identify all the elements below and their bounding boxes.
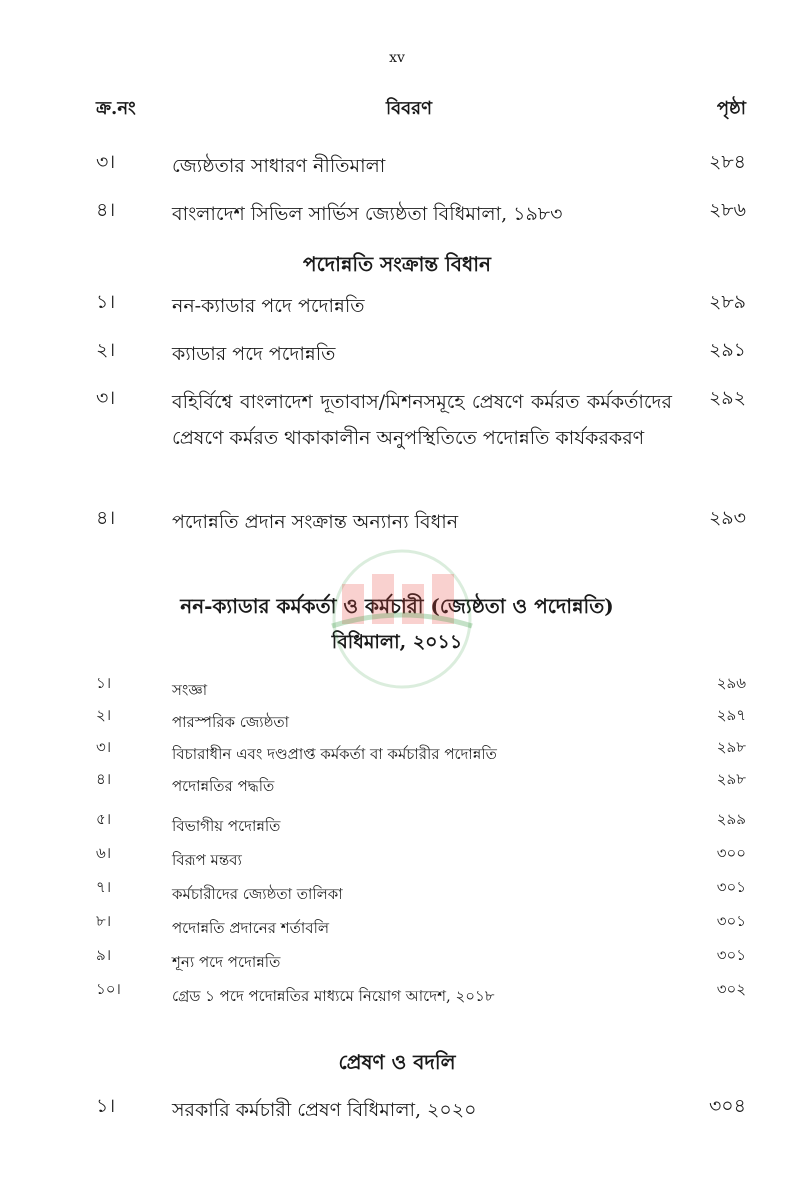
row-page: ৩০১	[716, 878, 746, 896]
row-text: পদোন্নতি প্রদান সংক্রান্ত অন্যান্য বিধান	[172, 511, 459, 533]
section-heading-deputation: প্রেষণ ও বদলি	[338, 1050, 456, 1074]
row-serial: ৯।	[96, 946, 112, 964]
row-page: ৩০০	[716, 844, 746, 862]
row-page: ৩০১	[716, 946, 746, 964]
row-page: ২৮৬	[708, 199, 746, 221]
header-page: পৃষ্ঠা	[716, 98, 746, 119]
row-text: বাংলাদেশ সিভিল সার্ভিস জ্যেষ্ঠতা বিধিমালা, ১৯৮৩	[172, 203, 563, 225]
row-text: বিভাগীয় পদোন্নতি	[172, 817, 281, 835]
row-serial: ৪।	[96, 507, 116, 529]
row-page: ২৮৪	[708, 151, 746, 173]
header-description: বিবরণ	[386, 98, 432, 119]
row-page: ৩০৪	[708, 1095, 746, 1117]
row-text: বহির্বিশ্বে বাংলাদেশ দূতাবাস/মিশনসমূহে প্রেষণে কর্মরত কর্মকর্তাদের প্রেষণে কর্মরত থাকাকালীন অনুপস্থিতিতে পদোন্নতি কার্যকরকরণ	[172, 391, 672, 449]
row-serial: ২।	[96, 706, 112, 724]
row-page: ২৯৩	[708, 507, 746, 529]
row-serial: ৪।	[96, 199, 116, 221]
row-serial: ৪।	[96, 770, 112, 788]
row-text: বিচারাধীন এবং দণ্ডপ্রাপ্ত কর্মকর্তা বা কর্মচারীর পদোন্নতি	[172, 745, 497, 763]
row-text: ক্যাডার পদে পদোন্নতি	[172, 343, 336, 365]
row-page: ২৮৯	[708, 291, 746, 313]
row-serial: ৩।	[96, 387, 116, 409]
row-text: শূন্য পদে পদোন্নতি	[172, 953, 281, 971]
row-text: পারস্পরিক জ্যেষ্ঠতা	[172, 713, 290, 731]
row-page: ২৯৭	[716, 706, 746, 724]
row-page: ২৯৮	[716, 770, 746, 788]
row-text: পদোন্নতি প্রদানের শর্তাবলি	[172, 919, 330, 937]
row-text: নন-ক্যাডার পদে পদোন্নতি	[172, 295, 365, 317]
row-page: ৩০১	[716, 912, 746, 930]
row-serial: ৩।	[96, 151, 116, 173]
row-page: ২৯১	[708, 339, 746, 361]
row-text: জ্যেষ্ঠতার সাধারণ নীতিমালা	[172, 155, 386, 177]
row-text: সংজ্ঞা	[172, 681, 208, 699]
row-serial: ৫।	[96, 810, 112, 828]
section-heading-noncadre: নন-ক্যাডার কর্মকর্তা ও কর্মচারী (জ্যেষ্ঠতা ও পদোন্নতি)	[180, 594, 614, 618]
row-page: ২৯৬	[716, 674, 746, 692]
row-text: সরকারি কর্মচারী প্রেষণ বিধিমালা, ২০২০	[172, 1099, 477, 1121]
row-text: গ্রেড ১ পদে পদোন্নতির মাধ্যমে নিয়োগ আদেশ, ২০১৮	[172, 987, 495, 1005]
section-subheading-noncadre: বিধিমালা, ২০১১	[331, 631, 463, 653]
row-serial: ৮।	[96, 912, 112, 930]
page-number: xv	[389, 50, 405, 66]
row-serial: ১০।	[96, 980, 121, 998]
row-serial: ১।	[96, 1095, 116, 1117]
row-serial: ২।	[96, 339, 116, 361]
row-page: ২৯২	[708, 387, 746, 409]
row-text: বিরূপ মন্তব্য	[172, 851, 242, 869]
header-serial: ক্র.নং	[96, 98, 136, 119]
row-page: ২৯৮	[716, 738, 746, 756]
row-page: ৩০২	[716, 980, 746, 998]
row-serial: ৩।	[96, 738, 112, 756]
row-serial: ১।	[96, 291, 116, 313]
section-heading-promotion: পদোন্নতি সংক্রান্ত বিধান	[303, 252, 491, 276]
row-text: কর্মচারীদের জ্যেষ্ঠতা তালিকা	[172, 885, 343, 903]
row-page: ২৯৯	[716, 810, 746, 828]
row-serial: ১।	[96, 674, 112, 692]
row-text: পদোন্নতির পদ্ধতি	[172, 777, 275, 795]
row-serial: ৭।	[96, 878, 112, 896]
row-serial: ৬।	[96, 844, 112, 862]
